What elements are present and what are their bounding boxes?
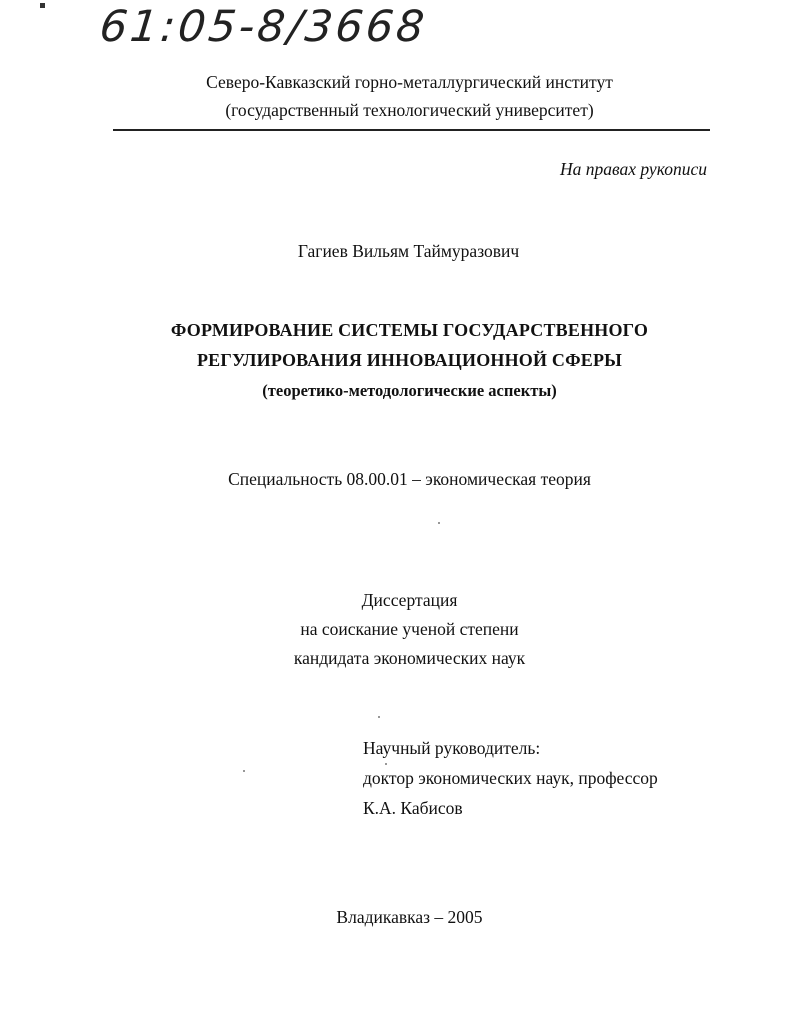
- title-line-1: ФОРМИРОВАНИЕ СИСТЕМЫ ГОСУДАРСТВЕННОГО: [170, 320, 649, 340]
- scan-speck: [438, 522, 440, 524]
- scan-speck: [385, 763, 387, 765]
- archive-code-handwritten: 61:05-8/3668: [97, 2, 430, 52]
- scan-mark: [40, 3, 45, 8]
- rights-note: На правах рукописи: [560, 159, 707, 179]
- place-year: Владикавказ – 2005: [336, 907, 483, 927]
- advisor-degree: доктор экономических наук, профессор: [363, 768, 658, 788]
- institution-subtitle: (государственный технологический университет): [225, 100, 594, 120]
- dissertation-line-3: кандидата экономических наук: [293, 648, 526, 668]
- title-subtitle: (теоретико-методологические аспекты): [262, 381, 557, 400]
- advisor-label: Научный руководитель:: [363, 738, 541, 758]
- author-name: Гагиев Вильям Таймуразович: [297, 241, 520, 261]
- scan-speck: [243, 770, 245, 772]
- scan-speck: [378, 716, 380, 718]
- dissertation-line-2: на соискание ученой степени: [300, 619, 519, 639]
- title-line-2: РЕГУЛИРОВАНИЯ ИННОВАЦИОННОЙ СФЕРЫ: [196, 350, 623, 370]
- dissertation-line-1: Диссертация: [361, 590, 458, 610]
- specialty: Специальность 08.00.01 – экономическая теория: [228, 469, 591, 489]
- advisor-name: К.А. Кабисов: [363, 798, 463, 818]
- header-divider: [113, 129, 710, 131]
- institution-name: Северо-Кавказский горно-металлургический институт: [206, 72, 613, 92]
